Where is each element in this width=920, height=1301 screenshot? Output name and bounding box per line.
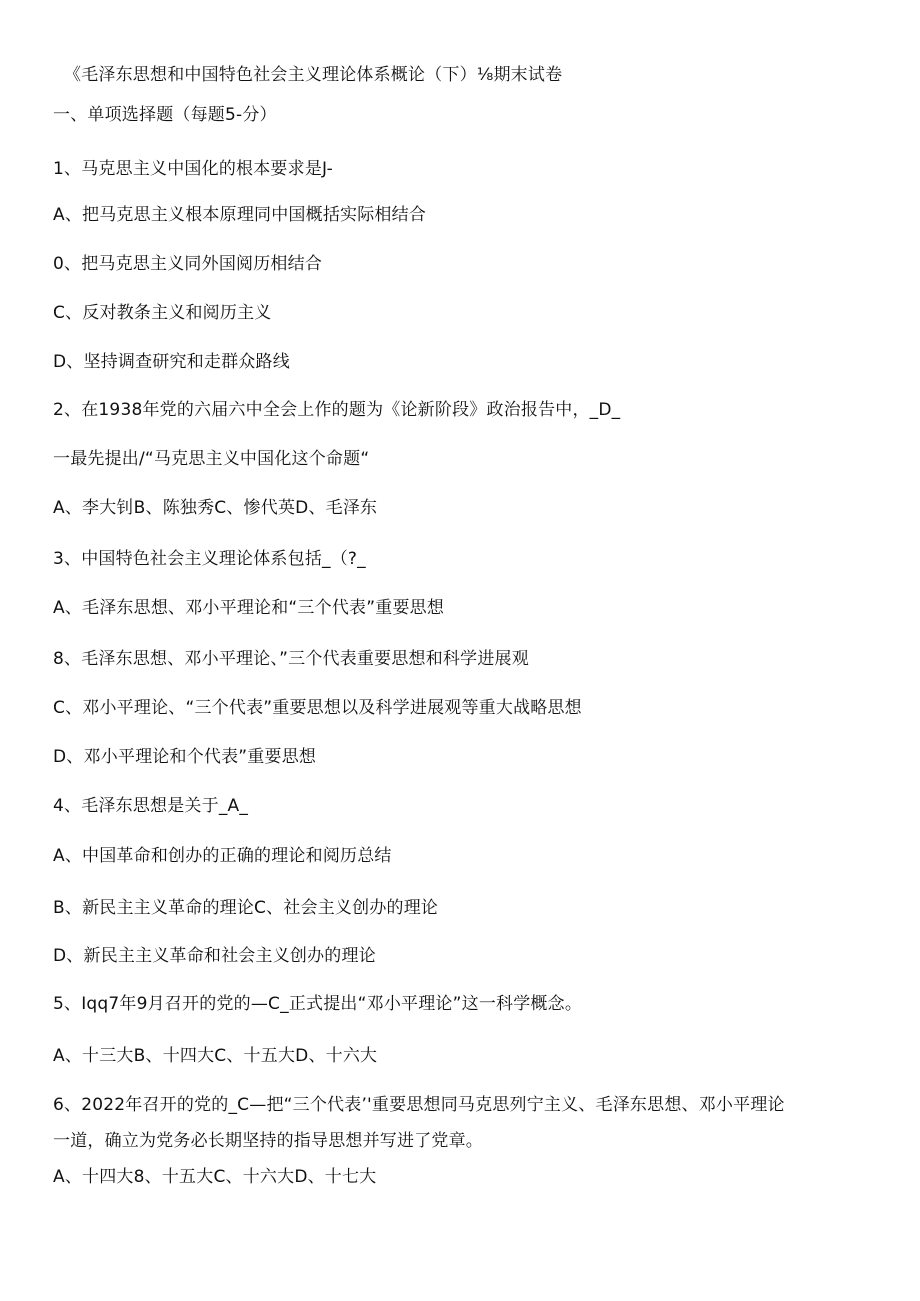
question-3: 3、中国特色社会主义理论体系包括_（?_: [53, 549, 366, 569]
q3-option-b: 8、毛泽东思想、邓小平理论、”三个代表重要思想和科学进展观: [53, 649, 529, 669]
q4-option-d: D、新民主主义革命和社会主义创办的理论: [53, 946, 376, 966]
q1-option-b: 0、把马克思主义同外国阅历相结合: [53, 254, 323, 274]
q3-option-a: A、毛泽东思想、邓小平理论和“三个代表”重要思想: [53, 598, 445, 618]
q1-option-a: A、把马克思主义根本原理同中国概括实际相结合: [53, 205, 427, 225]
q2-options: A、李大钊B、陈独秀C、惨代英D、毛泽东: [53, 498, 378, 518]
q5-options: A、十三大B、十四大C、十五大D、十六大: [53, 1046, 378, 1066]
question-6-continued: 一道，确立为党务必长期坚持的指导思想并写进了党章。: [53, 1131, 483, 1151]
q4-option-bc: B、新民主主义革命的理论C、社会主义创办的理论: [53, 898, 439, 918]
document-title: 《毛泽东思想和中国特色社会主义理论体系概论（下）⅛期末试卷: [64, 65, 563, 85]
question-4: 4、毛泽东思想是关于_A_: [53, 796, 249, 816]
q3-option-d: D、邓小平理论和个代表”重要思想: [53, 747, 317, 767]
question-6: 6、2022年召开的党的_C—把“三个代表’'重要思想同马克思列宁主义、毛泽东思想、邓小平理论: [53, 1095, 785, 1115]
question-5: 5、Iqq7年9月召开的党的—C_正式提出“邓小平理论”这一科学概念。: [53, 994, 583, 1014]
q3-option-c: C、邓小平理论、“三个代表”重要思想以及科学进展观等重大战略思想: [53, 698, 582, 718]
q4-option-a: A、中国革命和创办的正确的理论和阅历总结: [53, 846, 392, 866]
section-heading: 一、单项选择题（每题5-分）: [53, 105, 277, 125]
question-1: 1、马克思主义中国化的根本要求是J-: [53, 159, 333, 179]
q6-options: A、十四大8、十五大C、十六大D、十七大: [53, 1167, 377, 1187]
question-2-continued: 一最先提出/“马克思主义中国化这个命题“: [53, 449, 370, 469]
question-2: 2、在1938年党的六届六中全会上作的题为《论新阶段》政治报告中，_D_: [53, 400, 621, 420]
q1-option-c: C、反对教条主义和阅历主义: [53, 303, 272, 323]
q1-option-d: D、坚持调查研究和走群众路线: [53, 352, 290, 372]
